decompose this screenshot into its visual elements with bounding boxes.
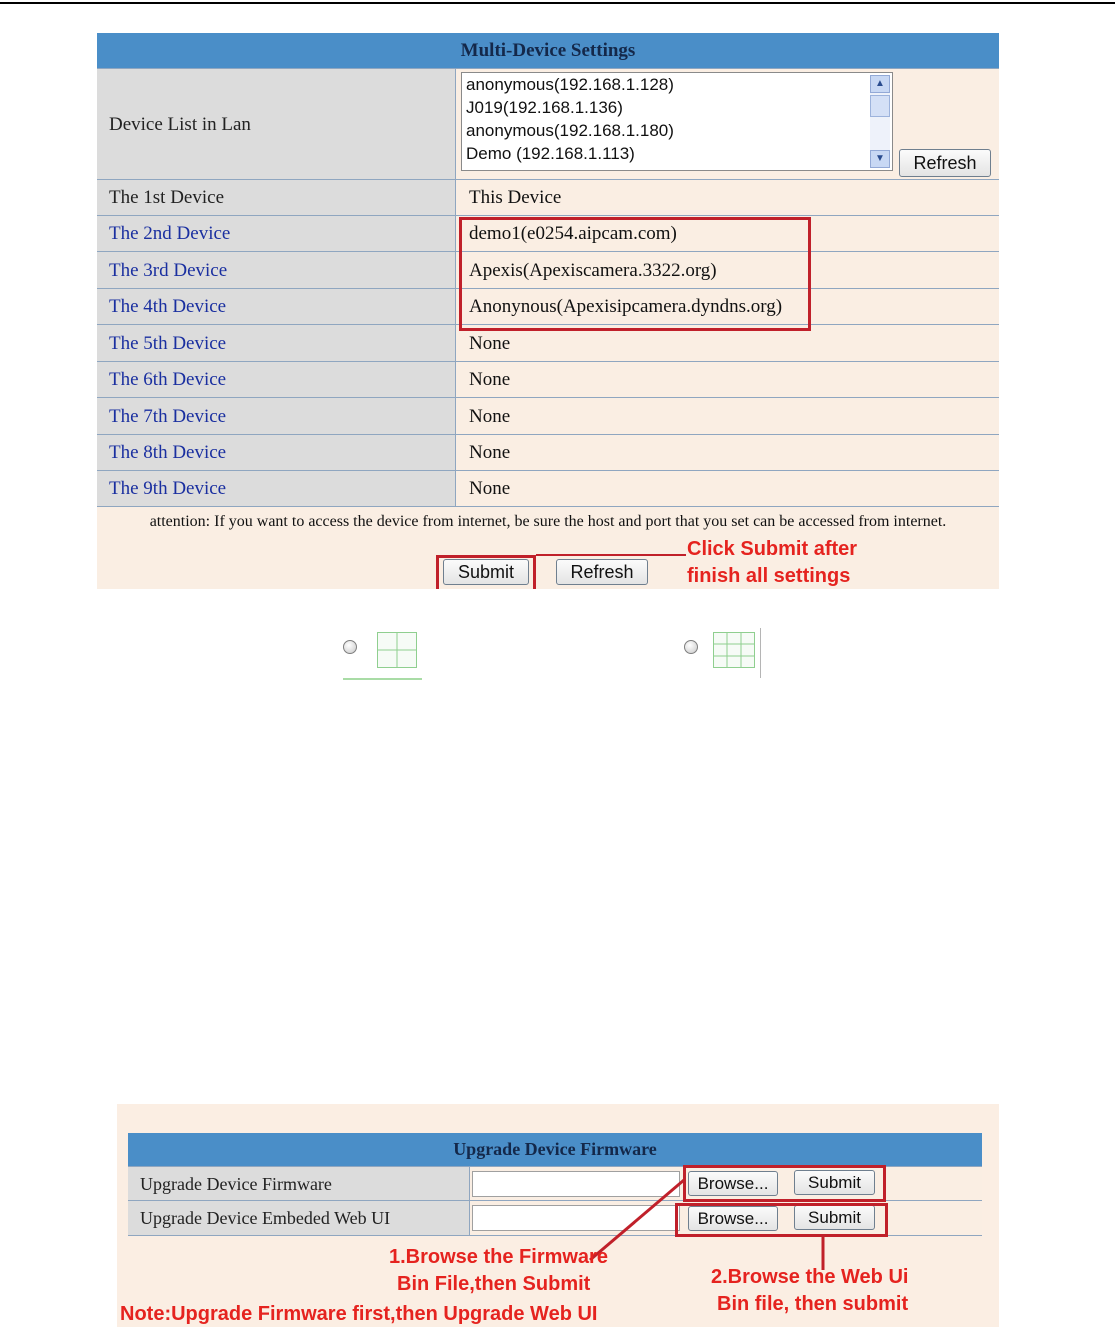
device-value: Apexis(Apexiscamera.3322.org) bbox=[456, 252, 999, 289]
device-value: This Device bbox=[456, 180, 999, 216]
layout-9-radio[interactable] bbox=[684, 640, 698, 654]
device-value: None bbox=[456, 471, 999, 507]
device-value: None bbox=[456, 398, 999, 435]
annotation-line bbox=[536, 554, 686, 556]
grid-4-icon bbox=[377, 632, 417, 668]
list-item[interactable]: Demo (192.168.1.113) bbox=[466, 144, 635, 163]
firmware-note-line1: 1.Browse the Firmware bbox=[389, 1246, 608, 1268]
device-link[interactable]: The 9th Device bbox=[97, 471, 456, 507]
device-link[interactable]: The 2nd Device bbox=[97, 216, 456, 252]
attention-text: attention: If you want to access the device from internet, be sure the host and port that you set can be accessed from internet. bbox=[149, 513, 947, 530]
table-row bbox=[97, 361, 999, 398]
table-row bbox=[97, 434, 999, 471]
panel-title: Multi-Device Settings bbox=[97, 33, 999, 68]
table-row bbox=[97, 179, 999, 216]
layout-4-option[interactable] bbox=[343, 628, 422, 680]
table-row bbox=[97, 470, 999, 507]
multi-device-settings-panel bbox=[97, 33, 999, 589]
submit-button[interactable]: Submit bbox=[443, 559, 529, 585]
scroll-up-icon[interactable]: ▲ bbox=[870, 75, 890, 93]
browse-webui-button[interactable]: Browse... bbox=[688, 1206, 778, 1231]
device-link[interactable]: The 4th Device bbox=[97, 289, 456, 325]
device-list-label: Device List in Lan bbox=[97, 69, 456, 180]
layout-4-radio[interactable] bbox=[343, 640, 357, 654]
list-item[interactable]: anonymous(192.168.1.128) bbox=[466, 75, 674, 94]
page-top-rule bbox=[0, 2, 1115, 4]
refresh-list-button[interactable]: Refresh bbox=[899, 149, 991, 177]
webui-note-line2: Bin file, then submit bbox=[717, 1293, 909, 1315]
device-label: The 1st Device bbox=[97, 180, 456, 216]
scroll-down-icon[interactable]: ▼ bbox=[870, 150, 890, 168]
submit-firmware-button[interactable]: Submit bbox=[794, 1170, 875, 1195]
upgrade-order-note: Note:Upgrade Firmware first,then Upgrade Web UI bbox=[120, 1303, 598, 1325]
device-link[interactable]: The 7th Device bbox=[97, 398, 456, 435]
list-item[interactable]: anonymous(192.168.1.180) bbox=[466, 121, 674, 140]
device-value: Anonynous(Apexisipcamera.dyndns.org) bbox=[456, 289, 999, 325]
firmware-note-line2: Bin File,then Submit bbox=[397, 1273, 591, 1295]
device-value: None bbox=[456, 325, 999, 362]
upgrade-panel-title: Upgrade Device Firmware bbox=[128, 1133, 982, 1166]
device-link[interactable]: The 8th Device bbox=[97, 435, 456, 471]
divider bbox=[760, 628, 761, 678]
upgrade-webui-label: Upgrade Device Embeded Web UI bbox=[128, 1201, 470, 1235]
submit-note-line1: Click Submit after bbox=[687, 538, 858, 560]
browse-firmware-button[interactable]: Browse... bbox=[688, 1171, 778, 1196]
table-row bbox=[97, 397, 999, 435]
device-link[interactable]: The 3rd Device bbox=[97, 252, 456, 289]
listbox-scrollbar[interactable] bbox=[870, 75, 890, 168]
scroll-thumb[interactable] bbox=[870, 95, 890, 117]
device-link[interactable]: The 5th Device bbox=[97, 325, 456, 362]
submit-highlight-box bbox=[436, 555, 536, 589]
list-item[interactable]: J019(192.168.1.136) bbox=[466, 98, 623, 117]
layout-9-option[interactable] bbox=[684, 628, 762, 678]
upgrade-firmware-panel bbox=[117, 1104, 999, 1327]
webui-note-line1: 2.Browse the Web Ui bbox=[711, 1266, 909, 1288]
submit-note-line2: finish all settings bbox=[687, 565, 851, 587]
device-value: demo1(e0254.aipcam.com) bbox=[456, 216, 999, 252]
device-link[interactable]: The 6th Device bbox=[97, 362, 456, 398]
grid-9-icon bbox=[713, 632, 755, 668]
device-list-row bbox=[97, 68, 999, 180]
devices-highlight-box bbox=[459, 217, 811, 331]
lan-device-listbox[interactable] bbox=[461, 72, 893, 171]
attention-note bbox=[97, 506, 999, 589]
refresh-button[interactable]: Refresh bbox=[556, 559, 648, 585]
device-value: None bbox=[456, 435, 999, 471]
submit-webui-button[interactable]: Submit bbox=[794, 1205, 875, 1230]
device-value: None bbox=[456, 362, 999, 398]
upgrade-firmware-label: Upgrade Device Firmware bbox=[128, 1167, 470, 1201]
